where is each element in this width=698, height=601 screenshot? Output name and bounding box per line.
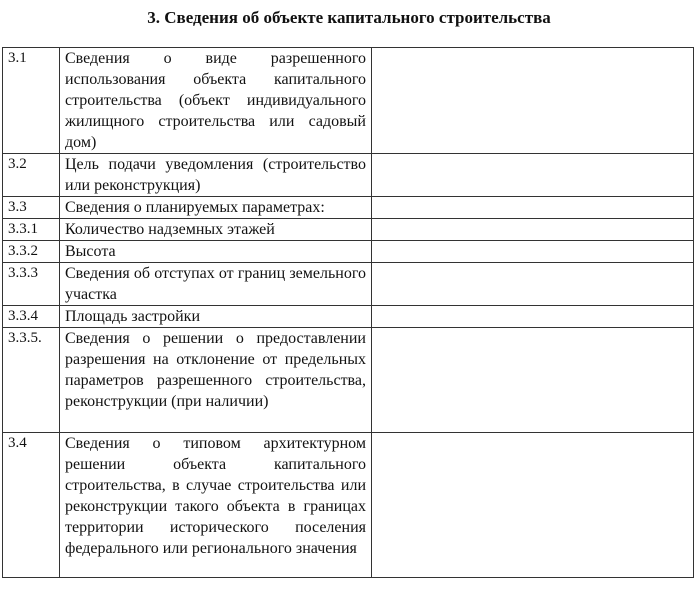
row-value-field[interactable]: [372, 433, 694, 578]
row-description: Цель подачи уведомления (строительство или реконструкция): [60, 154, 372, 197]
row-number: 3.3.5.: [3, 328, 60, 433]
table-row: [3, 433, 694, 578]
row-number: 3.3.4: [3, 306, 60, 328]
row-description: Сведения об отступах от границ земельного участка: [60, 263, 372, 306]
row-value-field[interactable]: [372, 306, 694, 328]
row-number: 3.3.2: [3, 241, 60, 263]
row-description: Сведения о типовом архитектурном решении объекта капитального строительства, в случае строительства или реконструкции такого объекта в границах территории исторического поселения федерального или регионального значения: [60, 433, 372, 578]
row-value-field[interactable]: [372, 328, 694, 433]
section-title: 3. Сведения об объекте капитального строительства: [147, 8, 551, 27]
row-number: 3.3.3: [3, 263, 60, 306]
row-number: 3.1: [3, 48, 60, 154]
row-value-field[interactable]: [372, 241, 694, 263]
row-number: 3.3.1: [3, 219, 60, 241]
row-description: Высота: [60, 241, 372, 263]
table-row: [3, 263, 694, 306]
object-info-table: [2, 47, 694, 578]
row-value-field[interactable]: [372, 263, 694, 306]
row-number: 3.2: [3, 154, 60, 197]
row-description: Сведения о решении о предоставлении разрешения на отклонение от предельных параметров разрешенного строительства, реконструкции (при наличии): [60, 328, 372, 433]
table-row: [3, 154, 694, 197]
row-description: Количество надземных этажей: [60, 219, 372, 241]
row-number: 3.4: [3, 433, 60, 578]
row-number: 3.3: [3, 197, 60, 219]
table-row: [3, 241, 694, 263]
row-description: Сведения о планируемых параметрах:: [60, 197, 372, 219]
table-row: [3, 197, 694, 219]
row-value-field[interactable]: [372, 219, 694, 241]
table-row: [3, 328, 694, 433]
row-value-field[interactable]: [372, 197, 694, 219]
row-description: Площадь застройки: [60, 306, 372, 328]
table-row: [3, 48, 694, 154]
row-value-field[interactable]: [372, 48, 694, 154]
row-value-field[interactable]: [372, 154, 694, 197]
table-row: [3, 306, 694, 328]
row-description: Сведения о виде разрешенного использования объекта капитального строительства (объект индивидуального жилищного строительства или садовый дом): [60, 48, 372, 154]
table-row: [3, 219, 694, 241]
